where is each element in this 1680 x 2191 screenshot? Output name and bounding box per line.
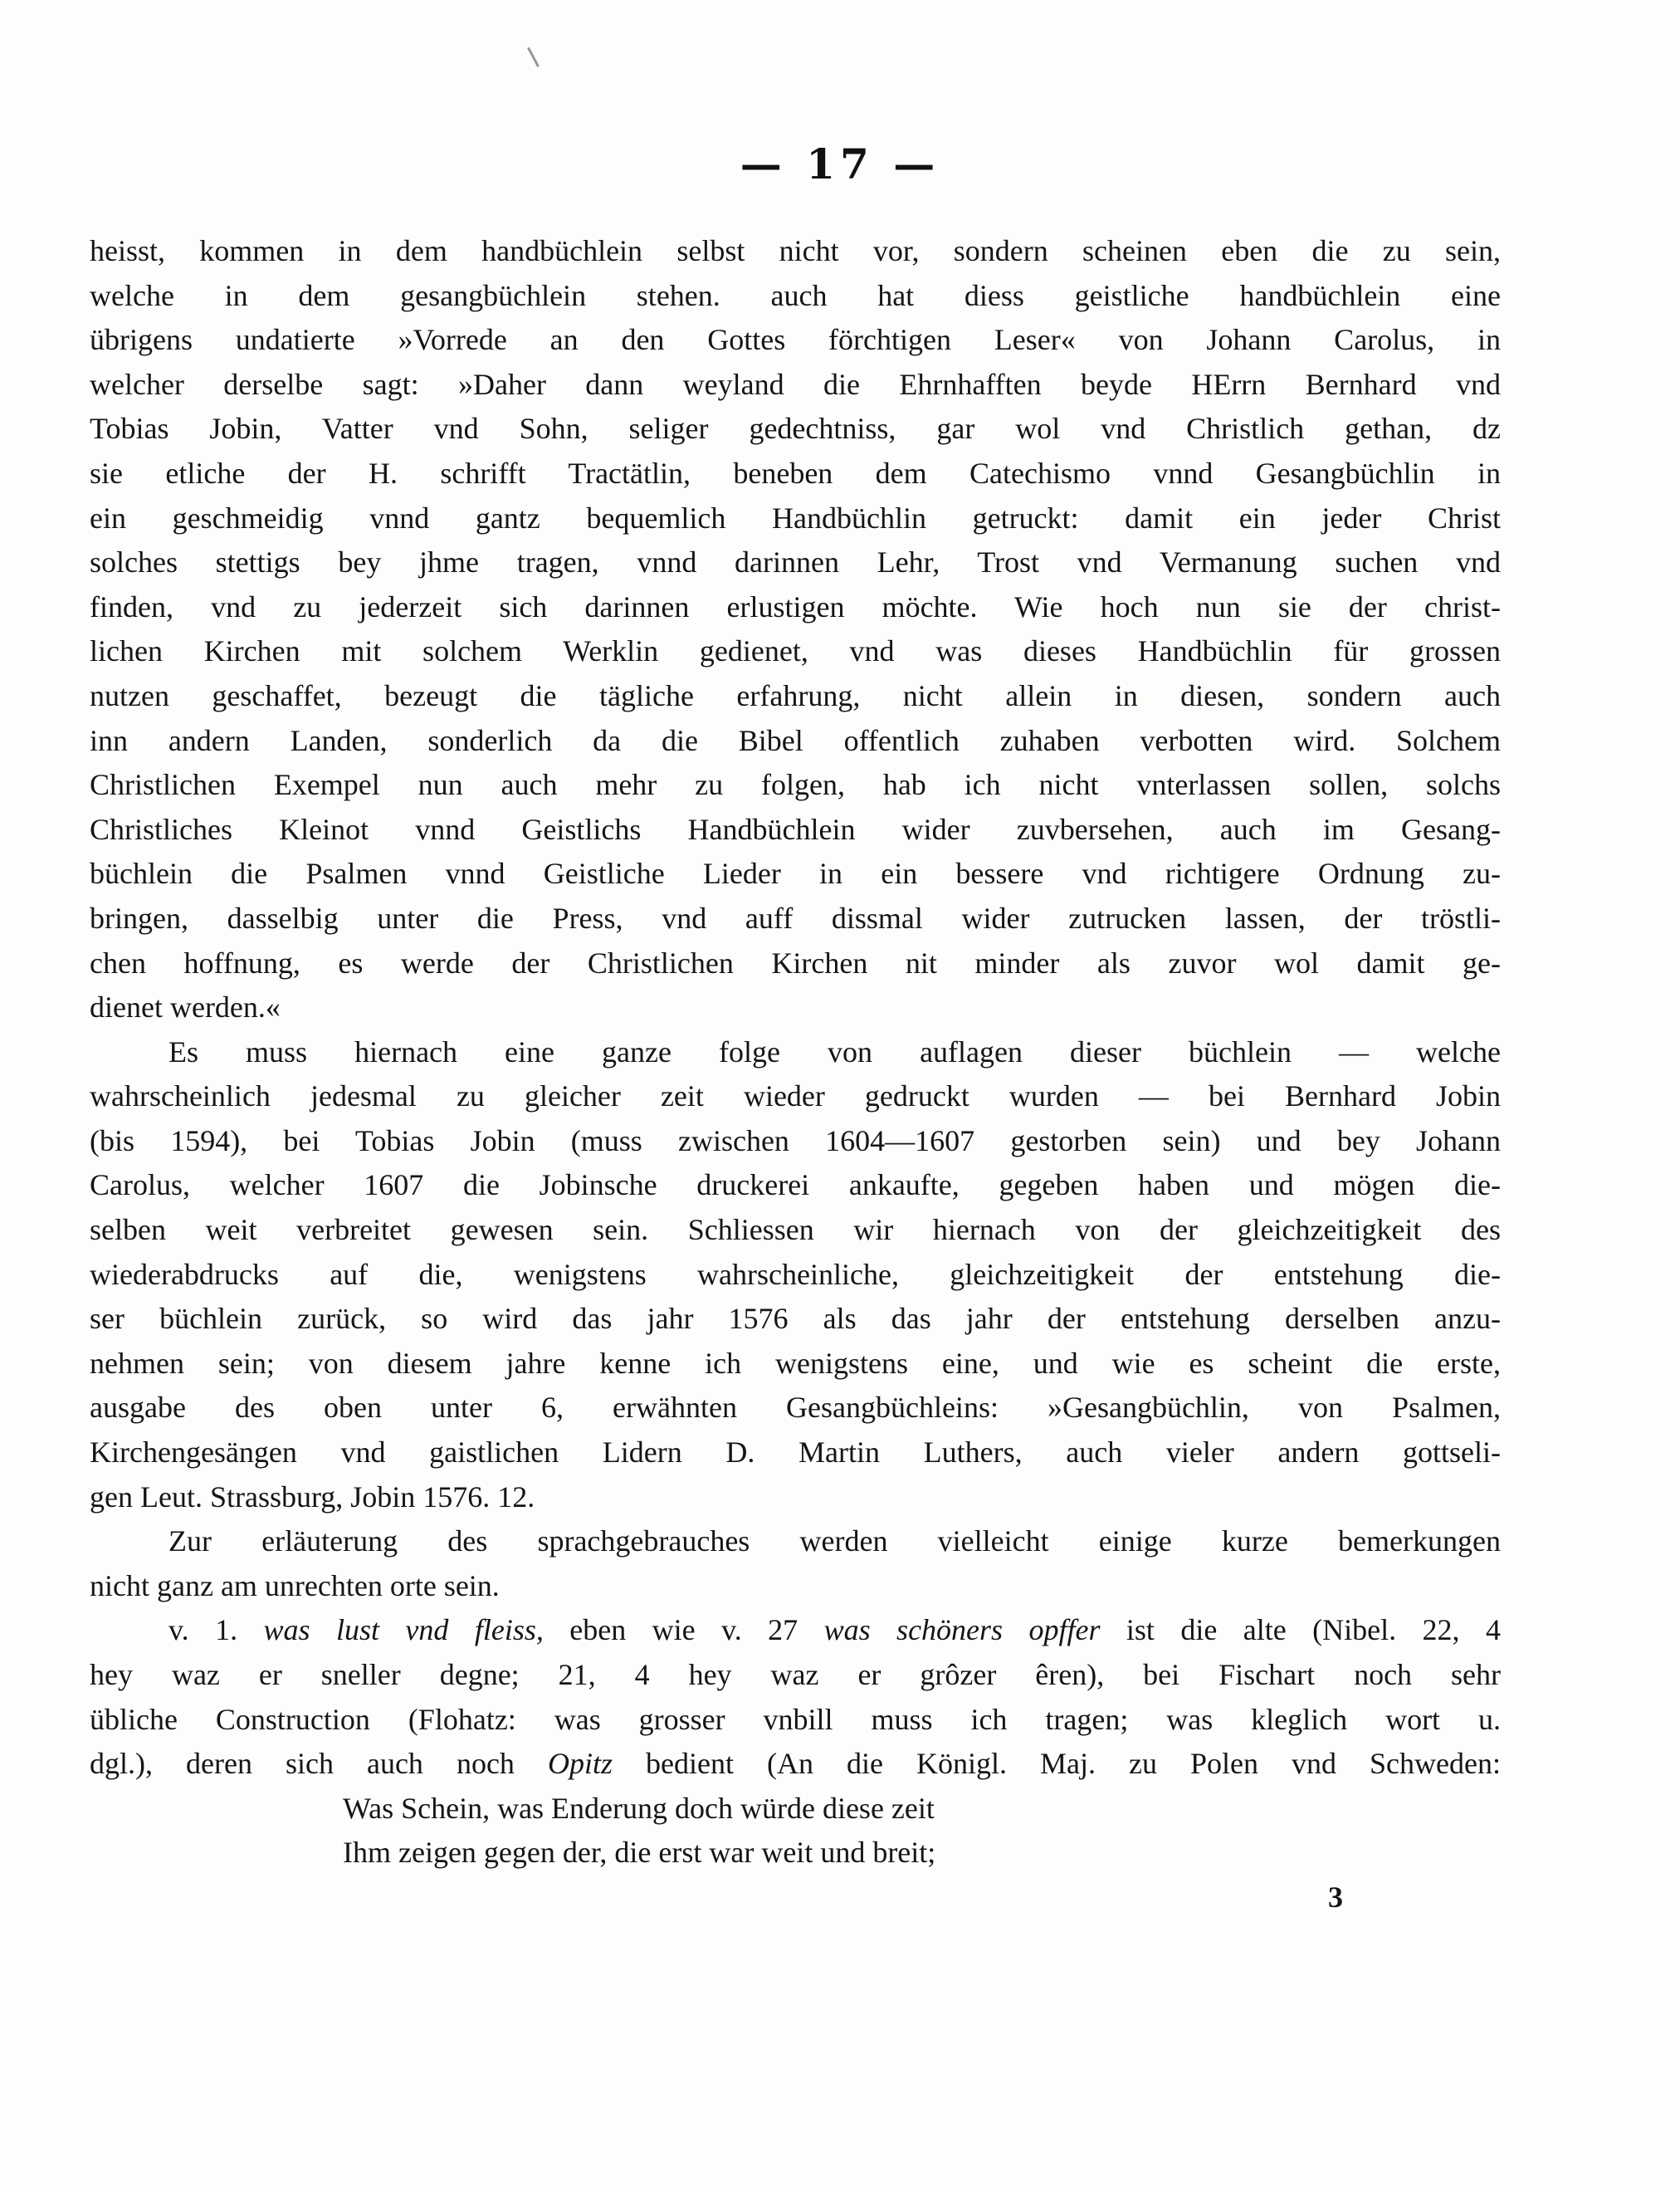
verse-quote [90, 1787, 1501, 1876]
text-line: inn andern Landen, sonderlich da die Bibel offentlich zuhaben verbotten wird. Solchem [90, 723, 1501, 757]
text-line: übrigens undatierte »Vorrede an den Gottes förchtigen Leser« von Johann Carolus, in [90, 323, 1501, 357]
text-line: heisst, kommen in dem handbüchlein selbst nicht vor, sondern scheinen eben die zu sein, [90, 234, 1501, 267]
note-text: ist die alte (Nibel. 22, 4 [1100, 1613, 1501, 1647]
author-italic: Opitz [547, 1747, 613, 1781]
paragraph-2 [90, 1030, 1501, 1520]
text-line: nehmen sein; von diesem jahre kenne ich wenigstens eine, und wie es scheint die erste, [90, 1346, 1501, 1380]
text-line: ser büchlein zurück, so wird das jahr 1576 als das jahr der entstehung derselben anzu- [90, 1302, 1501, 1336]
text-line: ein geschmeidig vnnd gantz bequemlich Handbüchlin getruckt: damit ein jeder Christ [90, 501, 1501, 535]
quote-italic: was schöners opffer [823, 1613, 1101, 1647]
text-line: Zur erläuterung des sprachgebrauches werden vielleicht einige kurze bemerkungen [168, 1524, 1501, 1558]
verse-line: Ihm zeigen gegen der, die erst war weit und breit; [343, 1836, 936, 1870]
verse-line: Was Schein, was Enderung doch würde diese zeit [343, 1791, 935, 1825]
note-text: bedient (An die Königl. Maj. zu Polen vnd Schweden: [612, 1747, 1501, 1781]
text-line: büchlein die Psalmen vnnd Geistliche Lieder in ein bessere vnd richtigere Ordnung zu- [90, 857, 1501, 891]
text-line: nicht ganz am unrechten orte sein. [90, 1568, 500, 1602]
note-line-2: hey waz er sneller degne; 21, 4 hey waz er grôzer êren), bei Fischart noch sehr [90, 1658, 1501, 1691]
paragraph-3 [90, 1519, 1501, 1608]
text-line: sie etliche der H. schrifft Tractätlin, beneben dem Catechismo vnnd Gesangbüchlin in [90, 456, 1501, 490]
signature-mark: 3 [1328, 1880, 1343, 1914]
text-line: wiederabdrucks auf die, wenigstens wahrscheinliche, gleichzeitigkeit der entstehung die- [90, 1257, 1501, 1291]
text-line: chen hoffnung, es werde der Christlichen Kirchen nit minder als zuvor wol damit ge- [90, 946, 1501, 980]
text-line: dienet werden.« [90, 990, 281, 1025]
page-number: — 17 — [740, 139, 940, 188]
text-line: Christlichen Exempel nun auch mehr zu folgen, hab ich nicht vnterlassen sollen, solchs [90, 768, 1501, 802]
quote-italic: was lust vnd fleiss, [263, 1613, 544, 1647]
scan-mark [527, 41, 551, 67]
text-line: Es muss hiernach eine ganze folge von auflagen dieser büchlein — welche [168, 1034, 1501, 1069]
body-text [90, 229, 1501, 1920]
text-line: welche in dem gesangbüchlein stehen. auch hat diess geistliche handbüchlein eine [90, 278, 1501, 312]
text-line: welcher derselbe sagt: »Daher dann weyland die Ehrnhafften beyde HErrn Bernhard vnd [90, 367, 1501, 401]
text-line: Christliches Kleinot vnnd Geistlichs Handbüchlein wider zuvbersehen, auch im Gesang- [90, 812, 1501, 846]
text-line: bringen, dasselbig unter die Press, vnd auff dissmal wider zutrucken lassen, der tröstli- [90, 901, 1501, 935]
text-line: nutzen geschaffet, bezeugt die tägliche erfahrung, nicht allein in diesen, sondern auch [90, 678, 1501, 712]
text-line: wahrscheinlich jedesmal zu gleicher zeit wieder gedruckt wurden — bei Bernhard Jobin [90, 1079, 1501, 1113]
text-line: solches stettigs bey jhme tragen, vnnd darinnen Lehr, Trost vnd Vermanung suchen vnd [90, 545, 1501, 580]
note-text: dgl.), deren sich auch noch [90, 1747, 548, 1781]
note-line-1 [90, 1608, 1501, 1653]
text-line: finden, vnd zu jederzeit sich darinnen erlustigen möchte. Wie hoch nun sie der christ- [90, 589, 1501, 624]
note-text: eben wie v. 27 [543, 1613, 824, 1647]
note-paragraph [90, 1608, 1501, 1786]
text-line: lichen Kirchen mit solchem Werklin gedienet, vnd was dieses Handbüchlin für grossen [90, 634, 1501, 668]
note-text: v. 1. [168, 1613, 264, 1647]
note-line-4 [90, 1742, 1501, 1787]
paragraph-1 [90, 229, 1501, 1030]
text-line: Kirchengesängen vnd gaistlichen Lidern D. Martin Luthers, auch vieler andern gottseli- [90, 1435, 1501, 1470]
text-line: ausgabe des oben unter 6, erwähnten Gesangbüchleins: »Gesangbüchlin, von Psalmen, [90, 1391, 1501, 1425]
text-line: Tobias Jobin, Vatter vnd Sohn, seliger gedechtniss, gar wol vnd Christlich gethan, dz [90, 412, 1501, 446]
text-line: Carolus, welcher 1607 die Jobinsche druckerei ankaufte, gegeben haben und mögen die- [90, 1168, 1501, 1202]
text-line: selben weit verbreitet gewesen sein. Schliessen wir hiernach von der gleichzeitigkeit des [90, 1213, 1501, 1247]
text-line: gen Leut. Strassburg, Jobin 1576. 12. [90, 1479, 535, 1514]
note-line-3: übliche Construction (Flohatz: was grosser vnbill muss ich tragen; was kleglich wort u. [90, 1702, 1501, 1736]
text-line: (bis 1594), bei Tobias Jobin (muss zwischen 1604—1607 gestorben sein) und bey Johann [90, 1123, 1501, 1157]
